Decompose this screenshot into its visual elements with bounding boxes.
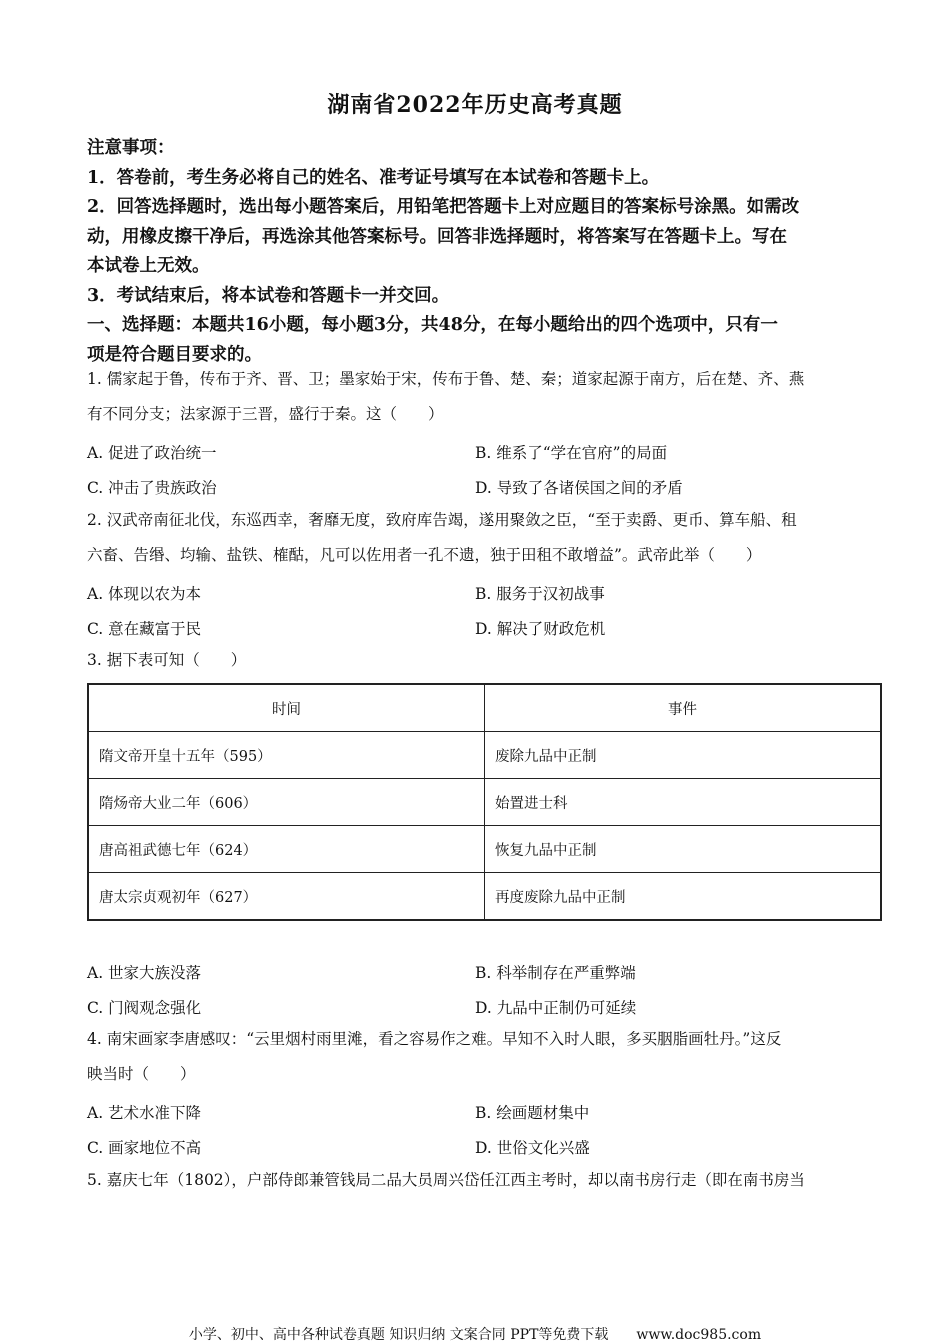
question-4-line-2: 映当时（ ） — [87, 1065, 196, 1083]
question-3 — [87, 643, 867, 678]
table-cell-time: 隋文帝开皇十五年（595） — [88, 732, 485, 779]
notice-heading: 注意事项： — [87, 138, 175, 158]
option-c: C. 画家地位不高 — [87, 1139, 202, 1157]
section-heading-line-2: 项是符合题目要求的。 — [87, 344, 262, 365]
option-b: B. 绘画题材集中 — [475, 1104, 590, 1122]
option-d: D. 九品中正制仍可延续 — [475, 999, 637, 1017]
table-row — [88, 826, 881, 873]
notice-item-2-line-2: 动，用橡皮擦干净后，再选涂其他答案标号。回答非选择题时，将答案写在答题卡上。写在 — [87, 226, 787, 247]
section-heading-line-1: 一、选择题：本题共16小题，每小题3分，共48分，在每小题给出的四个选项中，只有一 — [87, 315, 778, 335]
question-4 — [87, 1022, 867, 1092]
table-row — [88, 732, 881, 779]
option-a: A. 世家大族没落 — [87, 964, 202, 982]
notice-item-3: 3．考试结束后，将本试卷和答题卡一并交回。 — [87, 285, 450, 306]
table-cell-time: 唐高祖武德七年（624） — [88, 826, 485, 873]
question-3-stem: 3. 据下表可知（ ） — [87, 651, 247, 669]
table-cell-event: 始置进士科 — [485, 779, 882, 826]
option-c: C. 意在藏富于民 — [87, 620, 202, 638]
page-footer: 小学、初中、高中各种试卷真题 知识归纳 文案合同 PPT等免费下载 www.doc985.com — [188, 1327, 762, 1343]
option-c: C. 冲击了贵族政治 — [87, 479, 217, 497]
question-5-line-1: 5. 嘉庆七年（1802），户部侍郎兼管钱局二品大员周兴岱任江西主考时，却以南书房行走（即在南书房当 — [87, 1171, 805, 1189]
option-d: D. 解决了财政危机 — [475, 620, 606, 638]
table-cell-time: 唐太宗贞观初年（627） — [88, 873, 485, 921]
option-a: A. 艺术水准下降 — [87, 1104, 202, 1122]
question-5 — [87, 1163, 867, 1198]
notice-item-2-line-3: 本试卷上无效。 — [87, 256, 210, 276]
notice-item-2-line-1: 2．回答选择题时，选出每小题答案后，用铅笔把答题卡上对应题目的答案标号涂黑。如需改 — [87, 197, 800, 217]
table-cell-time: 隋炀帝大业二年（606） — [88, 779, 485, 826]
question-2-line-2: 六畜、告缗、均输、盐铁、榷酤，凡可以佐用者一孔不遗，独于田租不敢增益”。武帝此举（ ） — [87, 546, 762, 564]
question-1-line-1: 1. 儒家起于鲁，传布于齐、晋、卫；墨家始于宋，传布于鲁、楚、秦；道家起源于南方，后在楚、齐、燕 — [87, 370, 805, 388]
option-b: B. 服务于汉初战事 — [475, 585, 605, 603]
events-table — [87, 683, 882, 921]
question-1 — [87, 362, 867, 432]
question-2-line-1: 2. 汉武帝南征北伐，东巡西幸，奢靡无度，致府库告竭，遂用聚敛之臣，“至于卖爵、更币、算车船、租 — [87, 511, 797, 529]
notice-section — [87, 134, 867, 370]
option-b: B. 科举制存在严重弊端 — [475, 964, 636, 982]
option-a: A. 体现以农为本 — [87, 585, 202, 603]
question-4-line-1: 4. 南宋画家李唐感叹：“云里烟村雨里滩，看之容易作之难。早知不入时人眼，多买胭脂画牡丹。”这反 — [87, 1030, 782, 1048]
option-d: D. 导致了各诸侯国之间的矛盾 — [475, 479, 683, 497]
table-header-time: 时间 — [88, 684, 485, 732]
table-row — [88, 779, 881, 826]
page-title: 湖南省2022年历史高考真题 — [327, 92, 623, 118]
option-d: D. 世俗文化兴盛 — [475, 1139, 590, 1157]
notice-item-1: 1．答卷前，考生务必将自己的姓名、准考证号填写在本试卷和答题卡上。 — [87, 167, 660, 188]
table-header-row — [88, 684, 881, 732]
option-b: B. 维系了“学在官府”的局面 — [475, 444, 668, 462]
table-row — [88, 873, 881, 921]
table-cell-event: 再度废除九品中正制 — [485, 873, 882, 921]
question-2 — [87, 503, 867, 573]
option-a: A. 促进了政治统一 — [87, 444, 217, 462]
table-cell-event: 废除九品中正制 — [485, 732, 882, 779]
table-header-event: 事件 — [485, 684, 882, 732]
option-c: C. 门阀观念强化 — [87, 999, 202, 1017]
table-cell-event: 恢复九品中正制 — [485, 826, 882, 873]
question-1-line-2: 有不同分支；法家源于三晋，盛行于秦。这（ ） — [87, 405, 444, 423]
